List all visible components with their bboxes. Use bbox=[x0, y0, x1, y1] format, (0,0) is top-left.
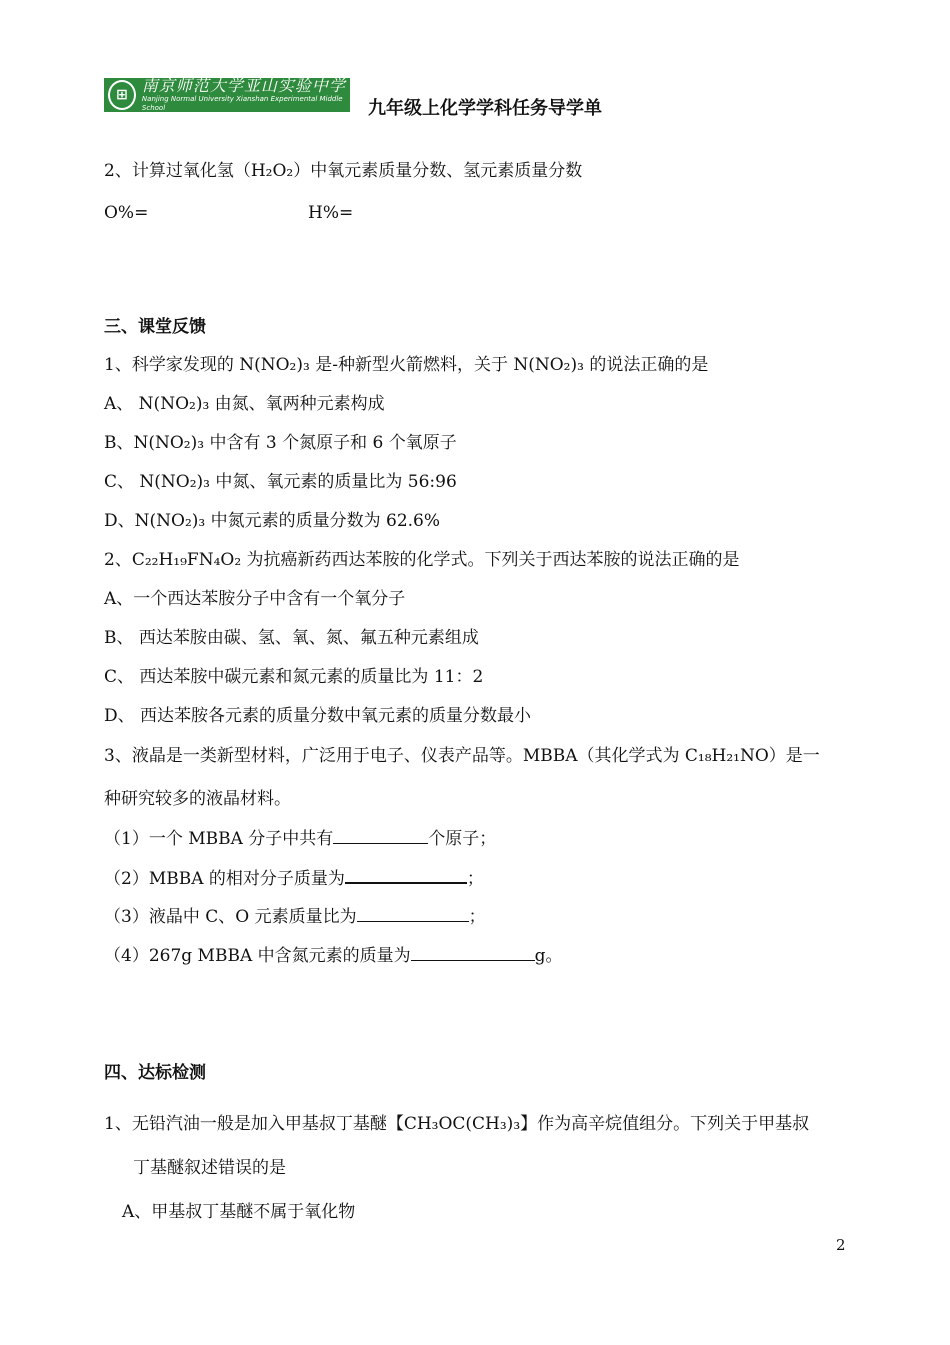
test-q1-option-a: A、甲基叔丁基醚不属于氧化物 bbox=[122, 1202, 356, 1222]
school-seal-icon: ⊞ bbox=[108, 80, 136, 110]
feedback-q2: 2、C₂₂H₁₉FN₄O₂ 为抗癌新药西达苯胺的化学式。下列关于西达苯胺的说法正确的是 bbox=[104, 550, 740, 570]
q3-1-prompt: （1）一个 MBBA 分子中共有 bbox=[104, 829, 334, 849]
feedback-q3-part-1 bbox=[104, 827, 496, 850]
section-3-heading: 三、课堂反馈 bbox=[104, 317, 206, 337]
q3-3-answer-blank[interactable] bbox=[357, 905, 469, 922]
test-q1-line-2: 丁基醚叙述错误的是 bbox=[133, 1158, 286, 1178]
feedback-q1-option-a: A、 N(NO₂)₃ 由氮、氧两种元素构成 bbox=[104, 394, 385, 414]
school-logo bbox=[104, 78, 350, 112]
q3-3-prompt: （3）液晶中 C、O 元素质量比为 bbox=[104, 907, 357, 927]
test-q1-line-1: 1、无铅汽油一般是加入甲基叔丁基醚【CH₃OC(CH₃)₃】作为高辛烷值组分。下列关于甲基叔 bbox=[104, 1114, 810, 1134]
q3-1-suffix: 个原子； bbox=[428, 829, 497, 849]
oxygen-percent-label: O%= bbox=[104, 203, 149, 223]
feedback-q3-part-2 bbox=[104, 866, 484, 890]
feedback-q3-line-2: 种研究较多的液晶材料。 bbox=[104, 789, 291, 809]
page-title: 九年级上化学学科任务导学单 bbox=[368, 98, 602, 119]
q3-4-suffix: g。 bbox=[534, 946, 563, 966]
logo-chinese-name: 南京师范大学亚山实验中学 bbox=[141, 76, 346, 95]
feedback-q1-option-c: C、 N(NO₂)₃ 中氮、氧元素的质量比为 56:96 bbox=[104, 472, 457, 492]
feedback-q1-option-b: B、N(NO₂)₃ 中含有 3 个氮原子和 6 个氧原子 bbox=[104, 433, 457, 453]
q3-3-suffix: ； bbox=[468, 907, 486, 927]
feedback-q3-part-4 bbox=[104, 944, 563, 967]
feedback-q1-option-d: D、N(NO₂)₃ 中氮元素的质量分数为 62.6% bbox=[104, 511, 441, 531]
q3-1-answer-blank[interactable] bbox=[333, 827, 428, 844]
q3-2-suffix: ； bbox=[466, 869, 484, 889]
section-4-heading: 四、达标检测 bbox=[104, 1063, 206, 1083]
q3-2-prompt: （2）MBBA 的相对分子质量为 bbox=[104, 869, 345, 889]
feedback-q1: 1、科学家发现的 N(NO₂)₃ 是-种新型火箭燃料，关于 N(NO₂)₃ 的说法正确的是 bbox=[104, 355, 709, 375]
q3-2-answer-blank[interactable] bbox=[345, 866, 467, 884]
feedback-q2-option-b: B、 西达苯胺由碳、氢、氧、氮、氟五种元素组成 bbox=[104, 628, 479, 648]
question-2-calc: 2、计算过氧化氢（H₂O₂）中氧元素质量分数、氢元素质量分数 bbox=[104, 161, 583, 181]
feedback-q2-option-a: A、一个西达苯胺分子中含有一个氧分子 bbox=[104, 589, 406, 609]
q3-4-prompt: （4）267g MBBA 中含氮元素的质量为 bbox=[104, 946, 411, 966]
feedback-q2-option-d: D、 西达苯胺各元素的质量分数中氧元素的质量分数最小 bbox=[104, 706, 532, 726]
feedback-q3-line-1: 3、液晶是一类新型材料，广泛用于电子、仪表产品等。MBBA（其化学式为 C₁₈H₂₁NO）是一 bbox=[104, 746, 820, 766]
q3-4-answer-blank[interactable] bbox=[411, 944, 535, 961]
feedback-q2-option-c: C、 西达苯胺中碳元素和氮元素的质量比为 11：2 bbox=[104, 667, 484, 687]
hydrogen-percent-label: H%= bbox=[308, 203, 354, 223]
logo-english-name: Nanjing Normal University Xianshan Experimental Middle School bbox=[141, 95, 343, 112]
feedback-q3-part-3 bbox=[104, 905, 486, 928]
page-number: 2 bbox=[836, 1236, 846, 1254]
